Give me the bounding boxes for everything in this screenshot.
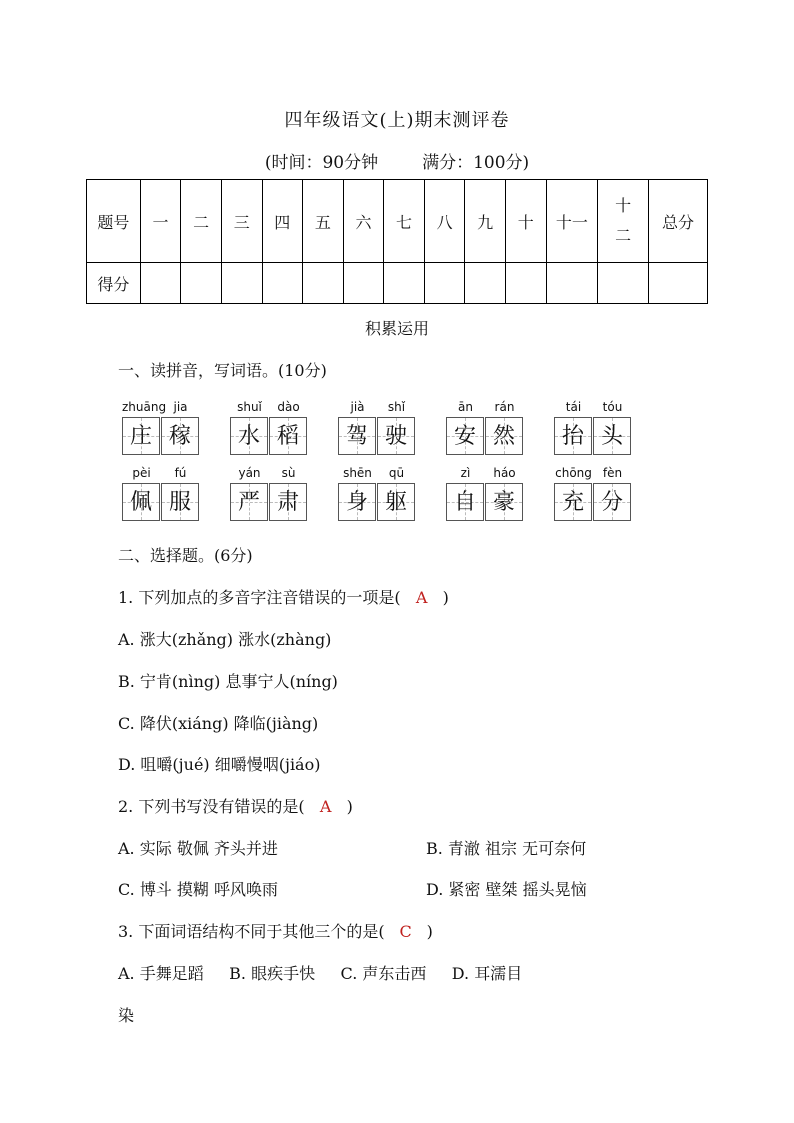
pinyin-syllable: dào [277,400,300,414]
option-row [118,836,678,859]
pinyin-label [230,466,308,482]
score-label: 得分 [87,263,141,304]
writing-box[interactable] [269,483,307,521]
hanzi-answer: 头 [600,424,623,449]
pinyin-label [554,466,632,482]
answer-mark: C [399,922,412,941]
writing-box[interactable] [485,417,523,455]
score-cell[interactable] [262,263,303,304]
hanzi-answer: 自 [453,490,476,515]
writing-box[interactable] [122,483,160,521]
q2-item1-stem: 1. 下列加点的多音字注音错误的一项是( A ) [118,588,449,607]
hanzi-answer: 驶 [384,424,407,449]
score-row [87,263,708,304]
pinyin-syllable: zhuāng [122,400,167,414]
pinyin-syllable: shēn [343,466,372,480]
answer-mark: A [319,797,332,816]
hanzi-answer: 稻 [276,424,299,449]
section-heading: 积累运用 [364,319,429,338]
option-d: D. 紧密 壁桀 摇头晃恼 [426,880,587,899]
score-cell[interactable] [181,263,222,304]
hanzi-answer: 水 [237,424,260,449]
writing-box[interactable] [485,483,523,521]
writing-box[interactable] [338,417,376,455]
score-cell[interactable] [424,263,465,304]
hanzi-answer: 躯 [384,490,407,515]
writing-box[interactable] [446,483,484,521]
option-c: C. 博斗 摸糊 呼风唤雨 [118,880,279,899]
column-header-twelve: 十 二 [598,180,649,263]
page-title: 四年级语文(上)期末测评卷 [284,110,510,131]
table-header-row [87,180,708,263]
pinyin-syllable: shǐ [387,400,406,414]
pinyin-syllable: tóu [602,400,623,414]
pinyin-label [338,400,416,416]
column-header: 六 [343,180,384,263]
q2-item3-options-wrap: 染 [118,1006,135,1025]
pinyin-syllable: sù [281,466,296,480]
pinyin-label [446,466,524,482]
column-header: 七 [384,180,425,263]
q2-item3-stem: 3. 下面词语结构不同于其他三个的是( C ) [118,922,433,941]
option-b: B. 青澈 祖宗 无可奈何 [426,839,587,858]
pinyin-label [122,400,200,416]
hanzi-answer: 严 [237,490,260,515]
writing-box[interactable] [122,417,160,455]
score-cell[interactable] [303,263,344,304]
hanzi-answer: 分 [600,490,623,515]
q2-item2-stem: 2. 下列书写没有错误的是( A ) [118,797,353,816]
option-row [118,877,678,900]
option-b: B. 宁肯(nìng) 息事宁人(níng) [118,672,338,691]
pinyin-syllable: chōng [555,466,592,480]
pinyin-label [446,400,524,416]
option-c: C. 降伏(xiáng) 降临(jiàng) [118,714,319,733]
hanzi-answer: 身 [345,490,368,515]
pinyin-syllable: háo [493,466,516,480]
score-table [86,179,708,304]
writing-box[interactable] [230,417,268,455]
hanzi-answer: 豪 [492,490,515,515]
pinyin-label [230,400,308,416]
pinyin-syllable: tái [565,400,582,414]
pinyin-label [122,466,200,482]
question-number-label: 题号 [87,180,141,263]
q2-heading: 二、选择题。(6分) [118,546,253,565]
writing-box[interactable] [161,417,199,455]
hanzi-answer: 服 [168,490,191,515]
column-header: 十一 [546,180,598,263]
hanzi-answer: 庄 [129,424,152,449]
score-cell[interactable] [546,263,598,304]
hanzi-answer: 肃 [276,490,299,515]
writing-box[interactable] [230,483,268,521]
option-a: A. 实际 敬佩 齐头并进 [118,839,278,858]
score-cell[interactable] [505,263,546,304]
hanzi-answer: 驾 [345,424,368,449]
pinyin-syllable: zì [460,466,471,480]
score-cell[interactable] [343,263,384,304]
writing-box[interactable] [377,483,415,521]
time-info: (时间：90分钟 [264,153,379,173]
pinyin-syllable: shuǐ [237,400,262,414]
writing-box[interactable] [161,483,199,521]
writing-box[interactable] [446,417,484,455]
hanzi-answer: 抬 [561,424,584,449]
score-cell[interactable] [140,263,181,304]
q1-heading: 一、读拼音，写词语。(10分) [118,361,327,380]
pinyin-syllable: rán [494,400,515,414]
total-label: 总分 [649,180,708,263]
pinyin-label [554,400,632,416]
hanzi-answer: 佩 [129,490,152,515]
pinyin-syllable: qū [388,466,405,480]
score-cell[interactable] [598,263,649,304]
writing-box[interactable] [338,483,376,521]
hanzi-answer: 然 [492,424,515,449]
option-d: D. 咀嚼(jué) 细嚼慢咽(jiáo) [118,755,321,774]
column-header: 一 [140,180,181,263]
column-header: 四 [262,180,303,263]
pinyin-syllable: yán [238,466,261,480]
writing-box[interactable] [554,417,592,455]
total-score-cell[interactable] [649,263,708,304]
pinyin-syllable: ān [458,400,473,414]
answer-mark: A [415,588,428,607]
hanzi-answer: 充 [561,490,584,515]
column-header: 八 [424,180,465,263]
score-cell[interactable] [221,263,262,304]
hanzi-answer: 稼 [168,424,191,449]
writing-box[interactable] [554,483,592,521]
writing-box[interactable] [593,417,631,455]
pinyin-syllable: fú [174,466,187,480]
writing-box[interactable] [377,417,415,455]
exam-info [0,148,794,173]
score-cell[interactable] [465,263,506,304]
score-info: 满分：100分) [422,153,530,173]
pinyin-label [338,466,416,482]
column-header: 十 [505,180,546,263]
writing-box[interactable] [593,483,631,521]
pinyin-syllable: jia [173,400,188,414]
pinyin-syllable: fèn [602,466,623,480]
column-header: 二 [181,180,222,263]
column-header: 五 [303,180,344,263]
writing-box[interactable] [269,417,307,455]
pinyin-syllable: jià [350,400,365,414]
score-cell[interactable] [384,263,425,304]
pinyin-syllable: pèi [132,466,151,480]
q2-item3-options: A. 手舞足蹈 B. 眼疾手快 C. 声东击西 D. 耳濡目 [118,964,523,983]
option-a: A. 涨大(zhǎng) 涨水(zhàng) [118,630,332,649]
column-header: 三 [221,180,262,263]
hanzi-answer: 安 [453,424,476,449]
column-header: 九 [465,180,506,263]
